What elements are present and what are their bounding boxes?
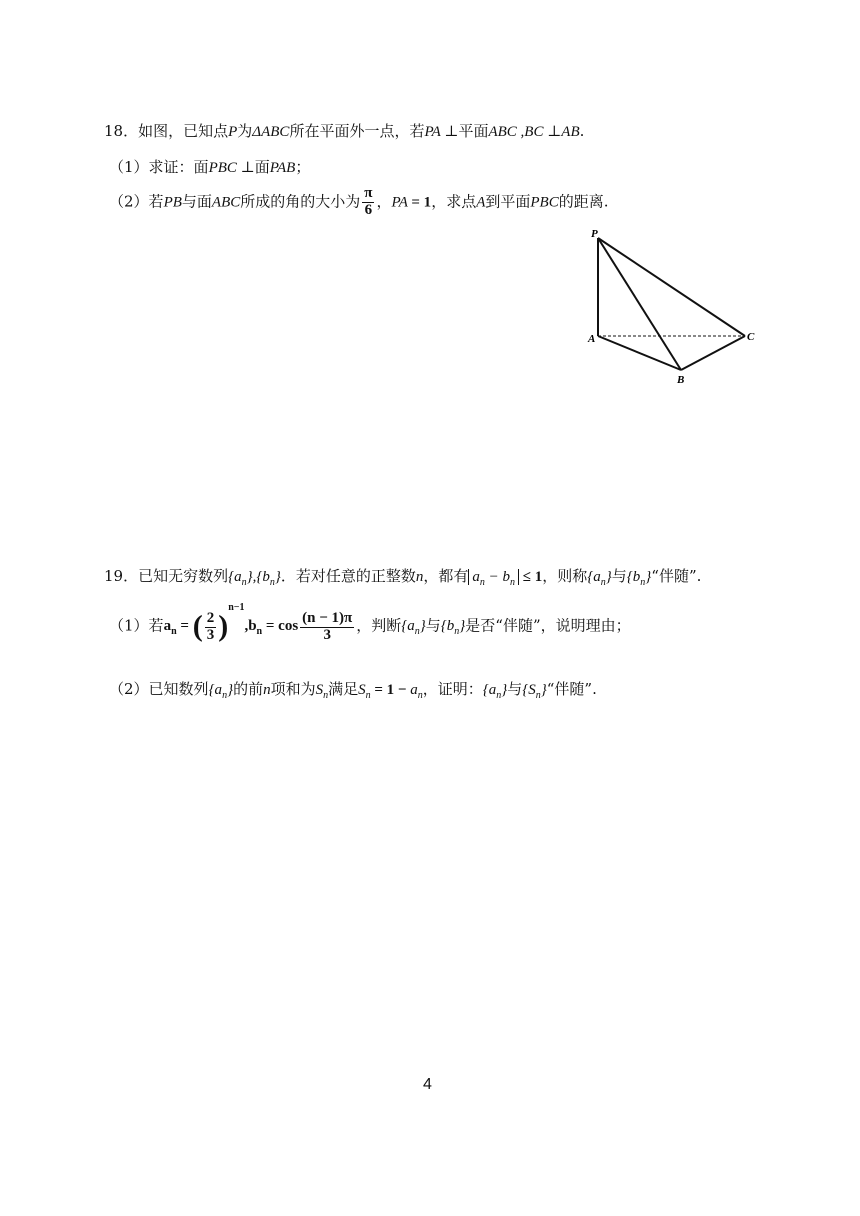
q19-part2-text-b: 的前 — [233, 680, 264, 698]
q19-intro-text-a: 已知无穷数列 — [138, 567, 229, 585]
pyramid-figure — [585, 228, 775, 388]
math-triangle-abc: ΔABC — [252, 124, 290, 140]
edge-pb — [598, 238, 681, 370]
math-seq-sn: $\{S_n\}$ — [522, 682, 547, 701]
q18-part2-line — [109, 186, 609, 219]
edge-pc — [598, 238, 745, 336]
math-pa-equals-1: PA = 1 — [391, 194, 432, 211]
q18-intro-text-a: 如图，已知点 — [138, 122, 229, 140]
q18-part2-text-a: 若 — [148, 192, 164, 211]
math-seq-an-4: $\{a_n\}$ — [482, 682, 508, 701]
q19-intro-text-c: ，都有 — [423, 567, 469, 585]
edge-bc — [681, 336, 745, 370]
q18-part2-text-b: 与面 — [181, 192, 212, 211]
q19-part2-text-f: 与 — [507, 680, 523, 698]
label-c: C — [747, 331, 755, 343]
q18-part1-line — [109, 156, 310, 177]
q18-part1-text-a: 求证：面 — [148, 158, 209, 176]
math-sequences-an-bn: $\{a_n\},\{b_n\}$ — [228, 569, 281, 588]
math-seq-an: $\{a_n\}$ — [587, 569, 612, 588]
q19-intro-line — [104, 565, 701, 588]
math-n-2: n — [263, 682, 271, 698]
math-point-p: P — [228, 124, 238, 140]
q19-intro-text-e: 与 — [611, 567, 627, 585]
math-abc-bc-perp-ab: ABC ,BC ⊥AB — [488, 124, 580, 140]
math-pab: PAB — [269, 160, 296, 176]
math-n: n — [415, 569, 424, 585]
q19-part1-line — [109, 602, 631, 644]
math-abs-inequality: $a_n - b_n \le 1$ — [468, 569, 542, 585]
math-pb: PB — [163, 194, 182, 211]
q18-intro-line — [104, 120, 584, 141]
math-pa-perp: PA ⊥ — [424, 124, 459, 140]
label-a: A — [588, 333, 596, 345]
math-pi-over-6: $\frac{\pi}{6}$ — [364, 185, 373, 218]
label-b: B — [677, 374, 685, 386]
math-sn-equation: $S_n = 1 - a_n$ — [358, 682, 423, 701]
q18-part1-text-b: 面 — [254, 158, 270, 176]
q19-part2-text-c: 项和为 — [270, 680, 316, 698]
q18-part2-text-d: ， — [376, 192, 392, 211]
q18-intro-text-d: 平面 — [458, 122, 489, 140]
q18-part2-text-f: 到平面 — [485, 192, 531, 211]
math-abc: ABC — [211, 194, 241, 211]
q19-part1-text-b: ，判断 — [356, 616, 402, 635]
math-pbc: PBC — [530, 194, 559, 211]
q18-part2-label: （2） — [109, 192, 149, 211]
math-sn: $S_n$ — [315, 682, 329, 701]
math-seq-bn-2: $\{b_n\}$ — [440, 618, 466, 638]
q18-part2-text-c: 所成的角的大小为 — [240, 192, 361, 211]
q19-part1-text-c: 与 — [425, 616, 441, 635]
q19-intro-text-b: ．若对任意的正整数 — [280, 567, 416, 585]
q18-intro-text-c: 所在平面外一点，若 — [289, 122, 425, 140]
q18-intro-text-b: 为 — [237, 122, 253, 140]
q18-part1-text-c: ； — [295, 158, 311, 176]
q19-number: 19． — [104, 567, 139, 585]
q19-part2-line — [109, 678, 597, 701]
q19-part1-text-a: 若 — [148, 616, 164, 635]
edge-ab — [598, 336, 681, 370]
q19-intro-text-f: “伴随”. — [651, 567, 702, 585]
q18-part1-label: （1） — [109, 158, 149, 176]
q18-part2-text-e: ，求点 — [431, 192, 477, 211]
q18-intro-text-f: . — [579, 122, 585, 140]
math-seq-an-3: $\{a_n\}$ — [208, 682, 234, 701]
math-pbc-perp: PBC ⊥ — [208, 160, 255, 176]
math-seq-an-2: $\{a_n\}$ — [401, 618, 426, 638]
q19-part2-text-d: 满足 — [328, 680, 359, 698]
q19-part2-text-e: ，证明： — [422, 680, 483, 698]
q19-part2-text-g: “伴随”. — [546, 680, 597, 698]
q18-part2-text-g: 的距离. — [558, 192, 609, 211]
q19-part1-text-d: 是否“伴随”，说明理由； — [465, 616, 631, 635]
label-p: P — [591, 228, 598, 240]
math-point-a: A — [476, 194, 486, 211]
q19-part1-label: （1） — [109, 616, 149, 635]
q19-part2-label: （2） — [109, 680, 149, 698]
q19-part2-text-a: 已知数列 — [148, 680, 209, 698]
math-bn-definition: $,b_n = \cos$ $\frac{(n - 1)\pi}{3}$ — [244, 609, 353, 643]
math-an-definition: $a_n$ = ( $\frac{2}{3}$ )$^{n-1}$ — [163, 602, 245, 643]
q18-number: 18． — [104, 122, 139, 140]
page-number: 4 — [423, 1076, 432, 1093]
q19-intro-text-d: ，则称 — [542, 567, 588, 585]
math-seq-bn: $\{b_n\}$ — [626, 569, 652, 588]
